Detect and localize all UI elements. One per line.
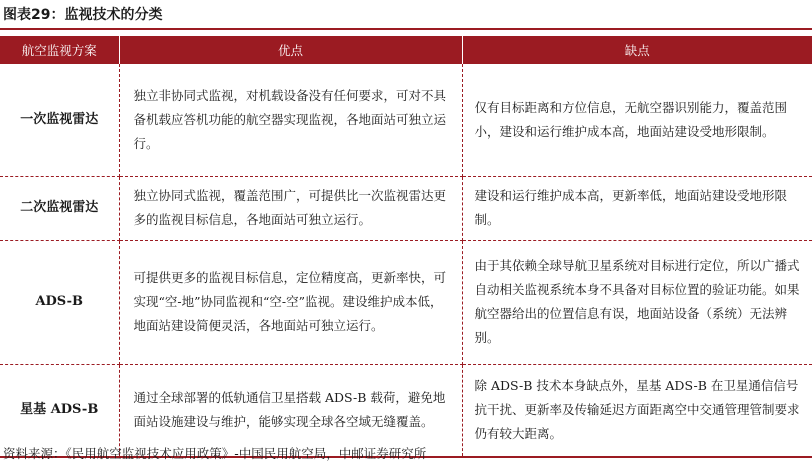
scheme-cell: 星基 ADS-B [0, 364, 119, 457]
header-pros: 优点 [119, 36, 462, 64]
scheme-cell: 二次监视雷达 [0, 176, 119, 240]
source-note: 资料来源：《民用航空监视技术应用政策》-中国民用航空局，中邮证券研究所 [3, 446, 427, 461]
pros-cell: 可提供更多的监视目标信息，定位精度高，更新率快，可实现“空-地”协同监视和“空-空”监视。建设维护成本低，地面站建设简便灵活，各地面站可独立运行。 [119, 240, 462, 364]
cons-cell: 仅有目标距离和方位信息，无航空器识别能力，覆盖范围小，建设和运行维护成本高，地面站建设受地形限制。 [462, 64, 812, 176]
cons-cell: 除 ADS-B 技术本身缺点外，星基 ADS-B 在卫星通信信号抗干扰、更新率及传输延迟方面距离空中交通管理管制要求仍有较大距离。 [462, 364, 812, 457]
cons-cell: 建设和运行维护成本高，更新率低，地面站建设受地形限制。 [462, 176, 812, 240]
table-row [0, 64, 812, 176]
header-scheme: 航空监视方案 [0, 36, 119, 64]
pros-cell: 独立协同式监视，覆盖范围广，可提供比一次监视雷达更多的监视目标信息，各地面站可独立运行。 [119, 176, 462, 240]
table-row [0, 240, 812, 364]
cons-cell: 由于其依赖全球导航卫星系统对目标进行定位，所以广播式自动相关监视系统本身不具备对目标位置的验证功能。如果航空器给出的位置信息有误，地面站设备（系统）无法辨别。 [462, 240, 812, 364]
scheme-cell: ADS-B [0, 240, 119, 364]
table-header-row [0, 36, 812, 64]
comparison-table [0, 36, 812, 458]
table-row [0, 176, 812, 240]
pros-cell: 通过全球部署的低轨通信卫星搭载 ADS-B 载荷，避免地面站设施建设与维护，能够实现全球各空域无缝覆盖。 [119, 364, 462, 457]
figure-title: 图表29：监视技术的分类 [0, 0, 812, 30]
pros-cell: 独立非协同式监视，对机载设备没有任何要求，可对不具备机载应答机功能的航空器实现监视，各地面站可独立运行。 [119, 64, 462, 176]
scheme-cell: 一次监视雷达 [0, 64, 119, 176]
header-cons: 缺点 [462, 36, 812, 64]
